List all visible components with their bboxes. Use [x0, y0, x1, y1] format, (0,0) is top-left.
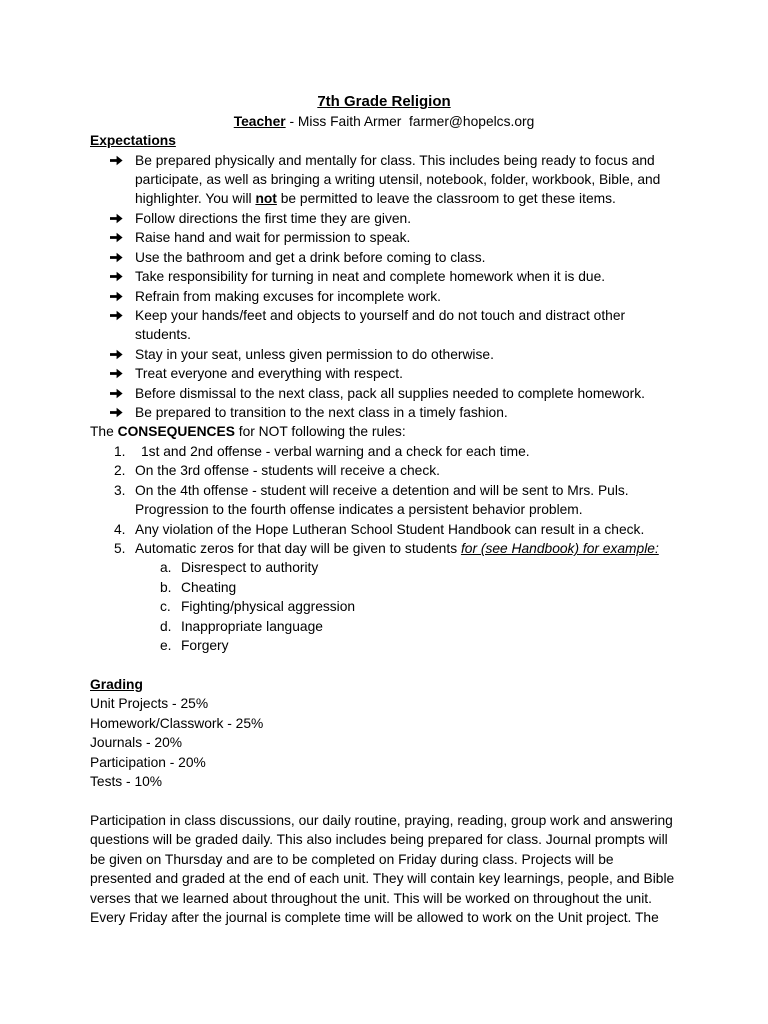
list-letter: e. [160, 638, 172, 654]
grading-item [90, 714, 678, 733]
paragraph-line [90, 889, 678, 908]
teacher-info: - Miss Faith Armer farmer@hopelcs.org [285, 113, 535, 129]
expectation-line [90, 151, 678, 170]
expectation-line [90, 403, 678, 422]
paragraph-text: Participation in class discussions, our daily routine, praying, reading, group work and answering [90, 812, 673, 828]
expectation-text: participate, as well as bringing a writing utensil, notebook, folder, workbook, Bible, and [135, 171, 661, 187]
paragraph-text: presented and graded at the end of each unit. They will contain key learnings, people, and Bible [90, 871, 675, 887]
paragraph-line [90, 908, 678, 927]
expectation-text: Raise hand and wait for permission to speak. [135, 230, 411, 246]
offense-sublist [90, 558, 678, 655]
paragraph-text: verses that we learned about throughout the unit. This will be worked on throughout the unit. [90, 890, 652, 906]
expectation-line [90, 170, 678, 189]
consequence-text: Any violation of the Hope Lutheran School Student Handbook can result in a check. [135, 521, 645, 537]
blank-line [90, 656, 678, 675]
expectation-line [90, 189, 678, 208]
consequence-text: Automatic zeros for that day will be given to students [135, 541, 461, 556]
sublist-item [90, 636, 678, 655]
arrow-right-icon [110, 310, 123, 321]
paragraph-text: be given on Thursday and are to be completed on Friday during class. Projects will be [90, 851, 614, 867]
expectation-line [90, 325, 678, 344]
list-number: 2. [114, 463, 126, 479]
teacher-line [90, 112, 678, 131]
arrow-right-icon [110, 349, 123, 360]
list-number: 5. [114, 541, 126, 556]
expectation-line [90, 248, 678, 267]
consequence-text: On the 3rd offense - students will receive a check. [135, 463, 440, 479]
expectations-list [90, 151, 678, 423]
consequence-item [90, 520, 678, 539]
expectation-text: Follow directions the first time they are given. [135, 210, 412, 226]
expectation-item [90, 267, 678, 286]
arrow-right-icon [110, 368, 123, 379]
arrow-right-icon [110, 291, 123, 302]
consequence-line [90, 500, 678, 519]
expectation-line [90, 228, 678, 247]
sublist-text: Cheating [181, 579, 237, 595]
grading-item [90, 694, 678, 713]
expectation-line [90, 345, 678, 364]
expectation-item [90, 384, 678, 403]
expectation-text: Take responsibility for turning in neat and complete homework when it is due. [135, 269, 606, 285]
emphasis-not: not [255, 191, 277, 207]
list-letter: c. [160, 599, 171, 615]
sublist-item [90, 597, 678, 616]
consequences-emphasis: CONSEQUENCES [117, 424, 235, 440]
paragraph-line [90, 850, 678, 869]
grading-heading-line [90, 675, 678, 694]
grading-text: Unit Projects - 25% [90, 696, 209, 712]
paragraph-line [90, 811, 678, 830]
expectation-line [90, 306, 678, 325]
grading-text: Homework/Classwork - 25% [90, 715, 264, 731]
consequence-text: 1st and 2nd offense - verbal warning and a check for each time. [141, 443, 530, 459]
expectation-text: Stay in your seat, unless given permission to do otherwise. [135, 346, 494, 362]
expectation-text: students. [135, 327, 191, 343]
expectation-item [90, 209, 678, 228]
expectation-line [90, 209, 678, 228]
sublist-item [90, 578, 678, 597]
blank-line [90, 791, 678, 810]
expectation-text: Treat everyone and everything with respect. [135, 366, 403, 382]
expectations-heading: Expectations [90, 133, 176, 149]
arrow-right-icon [110, 213, 123, 224]
expectation-text: Before dismissal to the next class, pack all supplies needed to complete homework. [135, 385, 645, 401]
arrow-right-icon [110, 271, 123, 282]
document-page [90, 92, 678, 927]
expectations-heading-line [90, 131, 678, 150]
expectation-line [90, 384, 678, 403]
arrow-right-icon [110, 232, 123, 243]
consequence-line [90, 442, 678, 461]
consequence-line [90, 481, 678, 500]
consequence-line [90, 539, 678, 558]
list-number: 4. [114, 521, 126, 537]
grading-item [90, 733, 678, 752]
consequence-item [90, 461, 678, 480]
consequences-intro [90, 422, 678, 441]
sublist-item [90, 558, 678, 577]
grading-item [90, 753, 678, 772]
grading-text: Tests - 10% [90, 774, 163, 790]
expectation-text: Be prepared physically and mentally for class. This includes being ready to focus and [135, 152, 655, 168]
expectation-text: Use the bathroom and get a drink before coming to class. [135, 249, 486, 265]
consequences-list [90, 442, 678, 656]
consequence-text: On the 4th offense - student will receive a detention and will be sent to Mrs. Puls. [135, 482, 629, 498]
grading-text: Journals - 20% [90, 735, 183, 751]
expectation-text: highlighter. You will [135, 191, 256, 207]
teacher-label: Teacher [233, 113, 286, 129]
sublist-text: Fighting/physical aggression [181, 599, 356, 615]
arrow-right-icon [110, 407, 123, 418]
expectation-text: Refrain from making excuses for incomplete work. [135, 288, 441, 304]
consequence-line [90, 520, 678, 539]
arrow-right-icon [110, 252, 123, 263]
grading-item [90, 772, 678, 791]
expectation-item [90, 287, 678, 306]
consequence-item [90, 539, 678, 656]
consequence-item [90, 442, 678, 461]
arrow-right-icon [110, 155, 123, 166]
consequences-intro-text: The [90, 424, 118, 440]
expectation-item [90, 364, 678, 383]
document-title: 7th Grade Religion [317, 93, 451, 111]
expectation-item [90, 151, 678, 209]
consequence-item [90, 481, 678, 520]
expectation-item [90, 403, 678, 422]
expectation-line [90, 267, 678, 286]
list-letter: b. [160, 579, 172, 595]
sublist-item [90, 617, 678, 636]
expectation-item [90, 306, 678, 345]
paragraph-line [90, 830, 678, 849]
paragraph-text: Every Friday after the journal is complete time will be allowed to work on the Unit project. The [90, 910, 659, 926]
paragraph-line [90, 869, 678, 888]
participation-paragraph [90, 811, 678, 928]
handbook-reference: for (see Handbook) for example: [460, 541, 659, 556]
expectation-item [90, 228, 678, 247]
paragraph-text: questions will be graded daily. This also includes being prepared for class. Journal prompts will [90, 832, 668, 848]
consequence-text: Progression to the fourth offense indicates a persistent behavior problem. [135, 502, 583, 518]
arrow-right-icon [110, 388, 123, 399]
consequence-line [90, 461, 678, 480]
grading-list [90, 694, 678, 791]
sublist-text: Inappropriate language [181, 618, 323, 634]
sublist-text: Disrespect to authority [181, 560, 319, 576]
expectation-line [90, 364, 678, 383]
list-number: 1. [114, 443, 126, 459]
expectation-line [90, 287, 678, 306]
grading-heading: Grading [90, 676, 143, 692]
grading-text: Participation - 20% [90, 754, 206, 770]
list-number: 3. [114, 482, 126, 498]
consequences-intro-text: for NOT following the rules: [234, 424, 406, 440]
sublist-text: Forgery [181, 638, 229, 654]
expectation-item [90, 345, 678, 364]
expectation-item [90, 248, 678, 267]
list-letter: a. [160, 560, 172, 576]
expectation-text: be permitted to leave the classroom to get these items. [276, 191, 616, 207]
expectation-text: Be prepared to transition to the next class in a timely fashion. [135, 405, 508, 421]
list-letter: d. [160, 618, 172, 634]
expectation-text: Keep your hands/feet and objects to yourself and do not touch and distract other [135, 307, 626, 323]
title-line [90, 92, 678, 111]
